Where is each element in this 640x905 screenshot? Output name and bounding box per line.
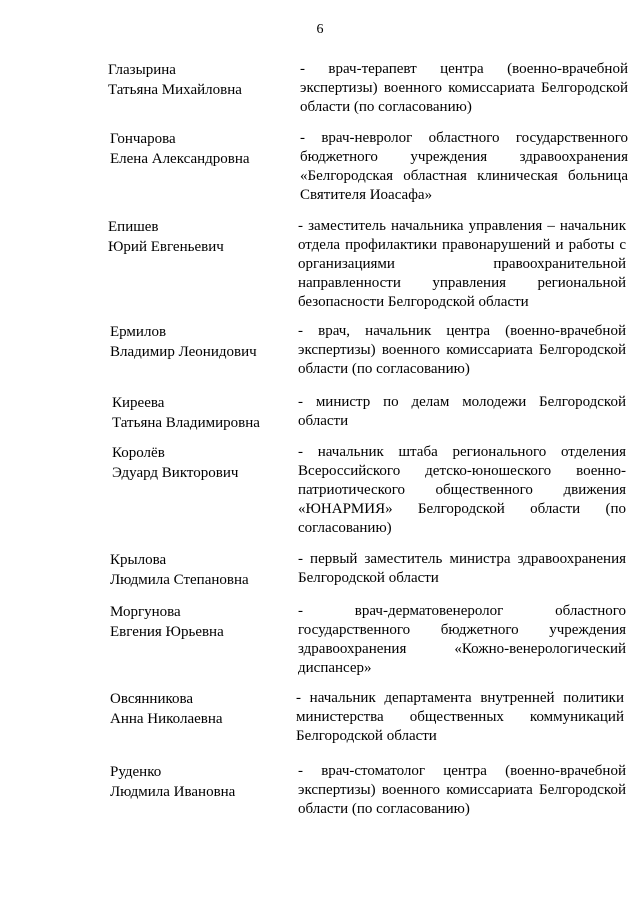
member-position: - врач-терапевт центра (военно-врачебной экспертизы) военного комиссариата Белгородской области (по согласованию) <box>300 61 628 115</box>
member-position: - врач-невролог областного государственного бюджетного учреждения здравоохранения «Белгородская областная клиническая больница Святителя Иоасафа» <box>300 130 628 203</box>
member-given-names: Людмила Степановна <box>110 572 249 588</box>
member-given-names: Юрий Евгеньевич <box>108 239 224 255</box>
member-surname: Моргунова <box>110 604 181 620</box>
member-position: - начальник штаба регионального отделения Всероссийского детско-юношеского военно-патриотического общественного движения «ЮНАРМИЯ» Белгородской области (по согласованию) <box>298 444 626 536</box>
member-given-names: Эдуард Викторович <box>112 465 239 481</box>
member-name <box>108 217 283 257</box>
member-given-names: Евгения Юрьевна <box>110 624 224 640</box>
member-position: - начальник департамента внутренней политики министерства общественных коммуникаций Белгородской области <box>296 690 624 744</box>
member-name <box>110 322 285 362</box>
member-name <box>108 60 283 100</box>
member-given-names: Анна Николаевна <box>110 711 223 727</box>
member-position: - министр по делам молодежи Белгородской области <box>298 394 626 429</box>
member-position: - врач, начальник центра (военно-врачебной экспертизы) военного комиссариата Белгородской области (по согласованию) <box>298 323 626 377</box>
member-surname: Овсянникова <box>110 691 194 707</box>
member-given-names: Татьяна Михайловна <box>108 82 242 98</box>
member-surname: Киреева <box>112 395 165 411</box>
member-position: - заместитель начальника управления – начальник отдела профилактики правонарушений и работы с организациями правоохранительной направленности управления региональной безопасности Белгородской области <box>298 218 626 310</box>
member-given-names: Владимир Леонидович <box>110 344 257 360</box>
member-surname: Королёв <box>112 445 165 461</box>
page-number: 6 <box>316 22 324 37</box>
member-surname: Гончарова <box>110 131 176 147</box>
member-given-names: Людмила Ивановна <box>110 784 236 800</box>
member-name <box>112 443 287 483</box>
member-name <box>110 129 285 169</box>
member-surname: Ермилов <box>110 324 167 340</box>
member-name <box>110 762 285 802</box>
member-surname: Глазырина <box>108 62 176 78</box>
member-position: - первый заместитель министра здравоохранения Белгородской области <box>298 551 626 586</box>
member-name <box>110 689 285 729</box>
member-position: - врач-дерматовенеролог областного государственного бюджетного учреждения здравоохранения «Кожно-венерологический диспансер» <box>298 603 626 676</box>
member-name <box>112 393 287 433</box>
member-given-names: Елена Александровна <box>110 151 250 167</box>
member-given-names: Татьяна Владимировна <box>112 415 260 431</box>
member-name <box>110 602 285 642</box>
member-surname: Руденко <box>110 764 162 780</box>
member-surname: Крылова <box>110 552 167 568</box>
member-name <box>110 550 285 590</box>
member-position: - врач-стоматолог центра (военно-врачебной экспертизы) военного комиссариата Белгородской области (по согласованию) <box>298 763 626 817</box>
member-surname: Епишев <box>108 219 159 235</box>
